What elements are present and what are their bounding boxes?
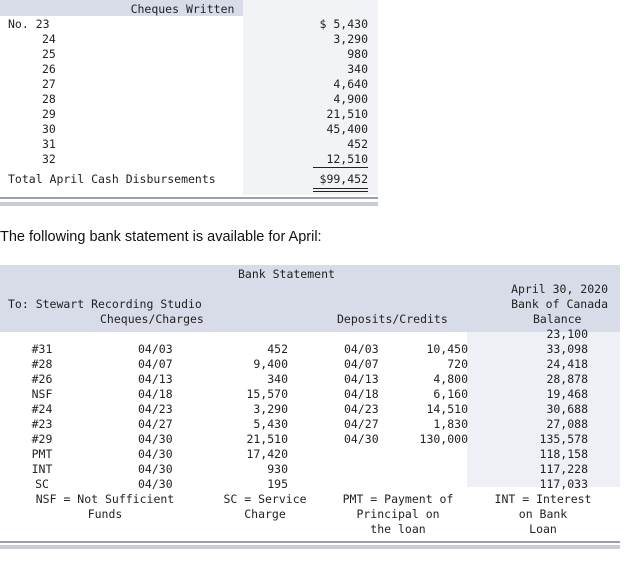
running-balance: 117,228 bbox=[539, 462, 588, 476]
cheque-amount: 340 bbox=[347, 62, 368, 76]
cheque-number: 26 bbox=[42, 62, 56, 76]
charge-date: 04/13 bbox=[138, 372, 173, 386]
legend-text: INT = Interest bbox=[494, 492, 592, 506]
cheque-amount: 4,640 bbox=[333, 77, 368, 91]
statement-ref: PMT bbox=[31, 447, 53, 461]
charge-date: 04/03 bbox=[138, 342, 173, 356]
deposit-amount: 130,000 bbox=[419, 432, 468, 446]
col-header-cheques-charges: Cheques/Charges bbox=[100, 312, 204, 326]
deposit-date: 04/07 bbox=[344, 357, 379, 371]
charge-date: 04/27 bbox=[138, 417, 173, 431]
charge-date: 04/07 bbox=[138, 357, 173, 371]
total-double-underline-2 bbox=[313, 191, 368, 192]
total-disbursements-amount: $99,452 bbox=[319, 172, 368, 186]
deposit-date: 04/23 bbox=[344, 402, 379, 416]
bank-statement-title: Bank Statement bbox=[238, 267, 335, 281]
cheque-amount: 45,400 bbox=[326, 122, 368, 136]
cheque-number: 25 bbox=[42, 47, 56, 61]
running-balance: 24,418 bbox=[546, 357, 588, 371]
statement-ref: NSF bbox=[31, 387, 53, 401]
deposit-amount: 6,160 bbox=[433, 387, 468, 401]
cheque-amount: 452 bbox=[347, 137, 368, 151]
statement-footer-rule bbox=[0, 541, 620, 543]
running-balance: 27,088 bbox=[546, 417, 588, 431]
charge-amount: 15,570 bbox=[246, 387, 288, 401]
charge-amount: 21,510 bbox=[246, 432, 288, 446]
cheques-written-table bbox=[0, 0, 378, 207]
charge-amount: 930 bbox=[267, 462, 288, 476]
cheque-number: 29 bbox=[42, 107, 56, 121]
statement-ref: INT bbox=[31, 462, 53, 476]
statement-date: April 30, 2020 bbox=[511, 282, 608, 296]
legend-text: on Bank bbox=[518, 507, 568, 521]
statement-ref: SC bbox=[35, 477, 49, 491]
running-balance: 33,098 bbox=[546, 342, 588, 356]
charge-amount: 9,400 bbox=[253, 357, 288, 371]
cheque-number: 30 bbox=[42, 122, 56, 136]
legend-text: Loan bbox=[529, 522, 557, 536]
subtotal-underline bbox=[313, 167, 368, 168]
deposit-amount: 4,800 bbox=[433, 372, 468, 386]
deposit-amount: 1,830 bbox=[433, 417, 468, 431]
running-balance: 28,878 bbox=[546, 372, 588, 386]
statement-ref: #23 bbox=[31, 417, 53, 431]
legend-text: NSF = Not Sufficient bbox=[35, 492, 175, 506]
deposit-date: 04/03 bbox=[344, 342, 379, 356]
intro-sentence: The following bank statement is available for April: bbox=[0, 229, 322, 245]
deposit-date: 04/27 bbox=[344, 417, 379, 431]
cheque-amount: $ 5,430 bbox=[319, 17, 368, 31]
legend-text: the loan bbox=[370, 522, 426, 536]
col-header-balance: Balance bbox=[533, 312, 582, 326]
deposit-amount: 10,450 bbox=[426, 342, 468, 356]
running-balance: 19,468 bbox=[546, 387, 588, 401]
charge-date: 04/30 bbox=[138, 432, 173, 446]
legend-text: PMT = Payment of bbox=[342, 492, 454, 506]
statement-ref: #29 bbox=[31, 432, 53, 446]
cheques-written-title: Cheques Written bbox=[130, 2, 235, 16]
cheque-number: 27 bbox=[42, 77, 56, 91]
deposit-amount: 14,510 bbox=[426, 402, 468, 416]
total-disbursements-label: Total April Cash Disbursements bbox=[8, 172, 216, 186]
deposit-amount: 720 bbox=[447, 357, 468, 371]
deposit-date: 04/18 bbox=[344, 387, 379, 401]
statement-ref: #26 bbox=[31, 372, 53, 386]
deposit-date: 04/13 bbox=[344, 372, 379, 386]
legend-text: Principal on bbox=[356, 507, 440, 521]
bank-statement-table bbox=[0, 265, 620, 550]
statement-recipient: To: Stewart Recording Studio bbox=[8, 297, 202, 311]
statement-ref: #31 bbox=[31, 342, 53, 356]
charge-date: 04/30 bbox=[138, 477, 173, 491]
legend-text: Funds bbox=[87, 507, 123, 521]
charge-amount: 340 bbox=[267, 372, 288, 386]
statement-footer-band bbox=[0, 545, 620, 549]
cheque-number: 32 bbox=[42, 152, 56, 166]
charge-amount: 452 bbox=[267, 342, 288, 356]
cheque-amount: 12,510 bbox=[326, 152, 368, 166]
bank-name: Bank of Canada bbox=[511, 297, 608, 311]
charge-amount: 3,290 bbox=[253, 402, 288, 416]
cheque-amount: 980 bbox=[347, 47, 368, 61]
cheque-number: 24 bbox=[42, 32, 56, 46]
charge-date: 04/30 bbox=[138, 462, 173, 476]
total-double-underline-1 bbox=[313, 188, 368, 189]
cheque-number: No. 23 bbox=[8, 17, 50, 31]
cheque-number: 28 bbox=[42, 92, 56, 106]
legend-text: Charge bbox=[244, 507, 286, 521]
running-balance: 117,033 bbox=[539, 477, 588, 491]
charge-amount: 195 bbox=[267, 477, 288, 491]
cheque-number: 31 bbox=[42, 137, 56, 151]
charge-amount: 17,420 bbox=[246, 447, 288, 461]
cheque-amount: 4,900 bbox=[333, 92, 368, 106]
deposit-date: 04/30 bbox=[344, 432, 379, 446]
charge-amount: 5,430 bbox=[253, 417, 288, 431]
charge-date: 04/18 bbox=[138, 387, 173, 401]
cheque-amount: 3,290 bbox=[333, 32, 368, 46]
running-balance: 135,578 bbox=[539, 432, 588, 446]
legend-text: SC = Service bbox=[223, 492, 307, 506]
running-balance: 30,688 bbox=[546, 402, 588, 416]
cheque-amount: 21,510 bbox=[326, 107, 368, 121]
cheques-footer-band bbox=[0, 202, 378, 206]
cheques-footer-rule bbox=[0, 197, 378, 199]
col-header-deposits-credits: Deposits/Credits bbox=[337, 312, 448, 326]
running-balance: 118,158 bbox=[539, 447, 588, 461]
opening-balance: 23,100 bbox=[546, 327, 588, 341]
charge-date: 04/23 bbox=[138, 402, 173, 416]
statement-ref: #28 bbox=[31, 357, 53, 371]
charge-date: 04/30 bbox=[138, 447, 173, 461]
statement-ref: #24 bbox=[31, 402, 53, 416]
